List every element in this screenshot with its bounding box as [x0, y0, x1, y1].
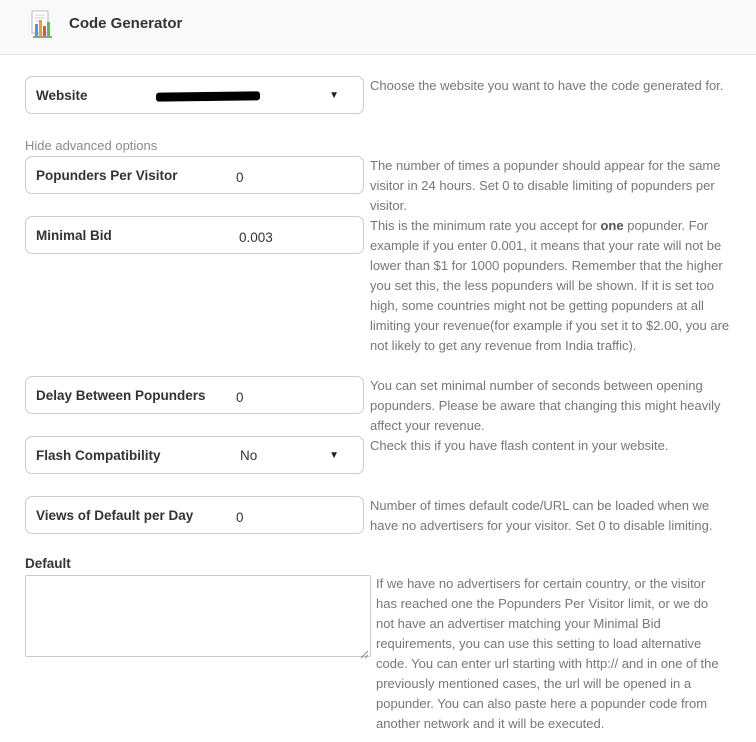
- flash-compatibility-select[interactable]: [25, 436, 364, 474]
- website-label: Website: [36, 88, 88, 103]
- minimal-bid-input[interactable]: 0.003: [239, 230, 273, 245]
- delay-between-popunders-help: You can set minimal number of seconds between opening popunders. Please be aware that changing this might heavily affect your revenue.: [370, 378, 721, 433]
- popunders-per-visitor-help: The number of times a popunder should appear for the same visitor in 24 hours. Set 0 to disable limiting of popunders per visitor.: [370, 158, 721, 213]
- delay-between-popunders-input[interactable]: 0: [236, 390, 244, 405]
- website-help: Choose the website you want to have the code generated for.: [370, 78, 724, 93]
- popunders-per-visitor-field[interactable]: [25, 156, 364, 194]
- popunders-per-visitor-input[interactable]: 0: [236, 170, 244, 185]
- minimal-bid-help-text-rest: popunder. For example if you enter 0.001, it means that your rate will not be lower than $1 for 1000 popunders. Remember that the higher you set this, the less popunders will be shown. If it is set too high, some countries might not be getting popunders at all limiting your revenue(for example if you set it to $2.00, you are not likely to get any revenue from India traffic).: [370, 218, 730, 353]
- minimal-bid-label: Minimal Bid: [36, 228, 112, 243]
- resize-handle-icon[interactable]: [360, 646, 369, 655]
- popunders-per-visitor-label: Popunders Per Visitor: [36, 168, 178, 183]
- report-chart-icon: [28, 10, 56, 42]
- page-title: Code Generator: [69, 15, 183, 32]
- default-textarea[interactable]: [25, 575, 371, 657]
- views-of-default-per-day-field[interactable]: [25, 496, 364, 534]
- website-select[interactable]: [25, 76, 364, 114]
- default-help: If we have no advertisers for certain country, or the visitor has reached one the Popunders Per Visitor limit, or we do not have an advertiser matching your Minimal Bid requirements, you can use this setting to load alternative code. You can enter url starting with http:// and in one of the previously mentioned cases, the url will be opened in a popunder. You can also paste here a popunder code from another network and it will be executed.: [376, 576, 719, 731]
- hide-advanced-options-link[interactable]: Hide advanced options: [25, 138, 158, 153]
- dropdown-arrow-icon[interactable]: ▼: [329, 450, 339, 461]
- page-header: [0, 0, 756, 55]
- minimal-bid-help: [370, 216, 730, 356]
- delay-between-popunders-label: Delay Between Popunders: [36, 388, 206, 403]
- delay-between-popunders-field[interactable]: [25, 376, 364, 414]
- flash-compatibility-help: Check this if you have flash content in your website.: [370, 438, 669, 453]
- views-of-default-per-day-help: Number of times default code/URL can be loaded when we have no advertisers for your visitor. Set 0 to disable limiting.: [370, 498, 713, 533]
- minimal-bid-help-emphasis: one: [600, 218, 624, 233]
- default-label: Default: [25, 556, 71, 571]
- views-of-default-per-day-input[interactable]: 0: [236, 510, 244, 525]
- minimal-bid-field[interactable]: [25, 216, 364, 254]
- dropdown-arrow-icon[interactable]: ▼: [329, 90, 339, 101]
- flash-compatibility-value: No: [240, 448, 258, 463]
- minimal-bid-help-text: This is the minimum rate you accept for: [370, 218, 601, 233]
- views-of-default-per-day-label: Views of Default per Day: [36, 508, 194, 523]
- redacted-website-name: [156, 91, 260, 101]
- flash-compatibility-label: Flash Compatibility: [36, 448, 161, 463]
